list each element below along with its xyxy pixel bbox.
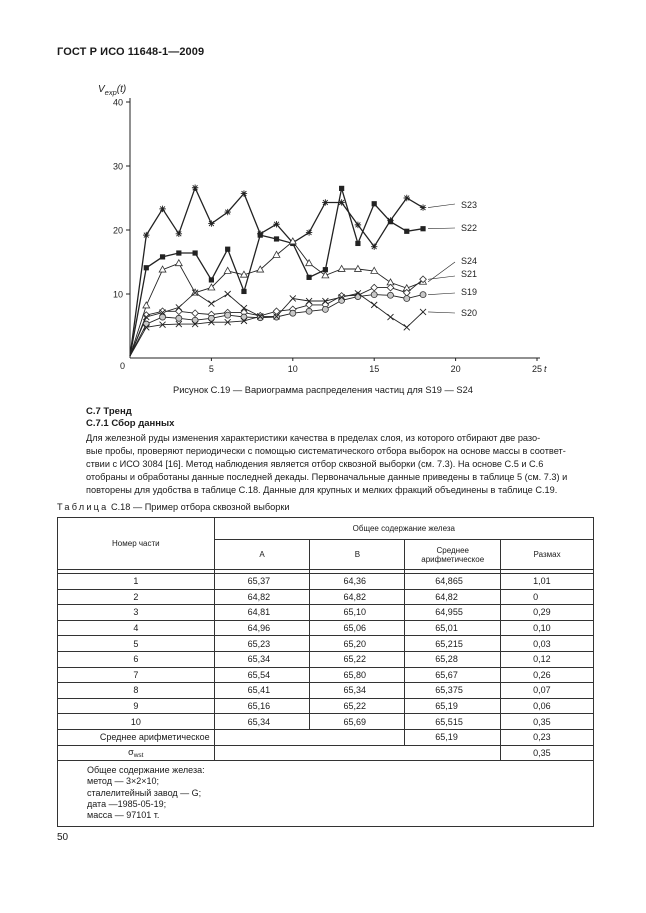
marker-circle: [371, 292, 377, 298]
x-tick-label: 25: [531, 364, 543, 374]
paragraph-line: вые пробы, проверяют периодически с помощью систематического отбора выборок на основе массы в соответ-: [86, 446, 566, 456]
legend-label-s23: S23: [461, 200, 478, 210]
mean-avg-value: 65,19: [405, 729, 501, 745]
marker-circle: [355, 294, 361, 300]
note-line: дата —1985-05-19;: [87, 799, 167, 810]
marker-asterisk: [224, 209, 230, 215]
cell-a: 65,34: [214, 714, 310, 730]
marker-filled-square: [420, 226, 425, 231]
marker-asterisk: [371, 243, 377, 249]
legend-label-s24: S24: [461, 256, 478, 266]
table-title-text: С.18 — Пример отбора сквозной выборки: [108, 502, 290, 512]
header-a: А: [214, 540, 310, 570]
y-tick-label: 20: [112, 225, 123, 236]
table-row: [58, 683, 594, 699]
x-tick-label: 20: [450, 364, 461, 374]
sigma-label: [58, 745, 215, 761]
header-mean: [405, 540, 501, 570]
marker-filled-square: [339, 186, 344, 191]
paragraph-line: Для железной руды изменения характеристики качества в пределах слоя, из которого отбирают две разо-: [86, 433, 541, 443]
legend-label-s19: S19: [461, 287, 478, 297]
cell-range: 0,35: [501, 714, 594, 730]
document-header: ГОСТ Р ИСО 11648-1—2009: [57, 46, 205, 58]
marker-cross: [387, 314, 393, 320]
table-title-word: Таблица: [57, 502, 109, 512]
marker-filled-square: [355, 241, 360, 246]
cell-a: 65,16: [214, 698, 310, 714]
marker-asterisk: [404, 195, 410, 201]
note-line: Общее содержание железа:: [87, 765, 205, 776]
x-tick-label: 10: [287, 364, 298, 374]
y-tick-label: 40: [112, 97, 123, 108]
cell-b: 65,10: [310, 605, 405, 621]
header-mean-line2: арифметическое: [421, 554, 485, 564]
cell-mean: 65,215: [405, 636, 501, 652]
cell-a: 65,54: [214, 667, 310, 683]
marker-triangle: [143, 302, 150, 308]
cell-mean: 64,865: [405, 574, 501, 590]
marker-asterisk: [273, 221, 279, 227]
legend-leader-line: [428, 276, 455, 279]
marker-filled-square: [225, 247, 230, 252]
table-row: [58, 605, 594, 621]
legend-label-s22: S22: [461, 223, 478, 233]
marker-filled-square: [258, 233, 263, 238]
cell-b: 65,69: [310, 714, 405, 730]
origin-label: 0: [119, 361, 125, 371]
marker-circle: [339, 297, 345, 303]
marker-asterisk: [208, 220, 214, 226]
cell-b: 65,34: [310, 683, 405, 699]
legend-leader-line: [428, 312, 455, 313]
legend-label-s20: S20: [461, 308, 478, 318]
cell-mean: 65,375: [405, 683, 501, 699]
cell-a: 64,81: [214, 605, 310, 621]
cell-mean: 65,67: [405, 667, 501, 683]
cell-part: 10: [58, 714, 215, 730]
note-line: масса — 97101 т.: [87, 810, 160, 821]
marker-asterisk: [241, 190, 247, 196]
marker-cross: [371, 302, 377, 308]
mean-label: Среднее арифметическое: [58, 729, 215, 745]
chart-markers: [143, 185, 427, 331]
marker-asterisk: [159, 206, 165, 212]
marker-cross: [208, 301, 214, 307]
mean-range-value: 0,23: [501, 729, 594, 745]
series-line-s22: [130, 188, 423, 356]
marker-triangle: [273, 251, 280, 257]
x-tick-label: 15: [369, 364, 380, 374]
chart-ticks: [113, 98, 547, 375]
marker-filled-square: [176, 250, 181, 255]
cell-range: 0,06: [501, 698, 594, 714]
marker-circle: [257, 315, 263, 321]
marker-triangle: [355, 265, 362, 271]
table-row: [58, 698, 594, 714]
cell-mean: 65,01: [405, 620, 501, 636]
series-line-s19: [130, 295, 423, 357]
page-number: 50: [57, 832, 69, 843]
cell-a: 65,34: [214, 651, 310, 667]
cell-part: 8: [58, 683, 215, 699]
marker-asterisk: [192, 185, 198, 191]
cell-range: 0,26: [501, 667, 594, 683]
table-row: [58, 636, 594, 652]
table-row: [58, 574, 594, 590]
cell-part: 7: [58, 667, 215, 683]
marker-asterisk: [306, 229, 312, 235]
x-tick-label: 5: [208, 364, 214, 374]
y-axis-label: $V_{exp}(t)$: [98, 84, 127, 97]
marker-filled-square: [209, 277, 214, 282]
cell-b: 65,06: [310, 620, 405, 636]
marker-filled-square: [274, 236, 279, 241]
marker-diamond: [371, 284, 378, 291]
mean-empty: [214, 729, 405, 745]
chart-series: [130, 188, 423, 356]
marker-cross: [225, 291, 231, 297]
section-heading-data-collection: С.7.1 Сбор данных: [86, 418, 175, 429]
marker-diamond: [387, 284, 394, 291]
marker-circle: [322, 306, 328, 312]
marker-cross: [404, 324, 410, 330]
marker-filled-square: [144, 265, 149, 270]
legend-leader-line: [428, 293, 455, 295]
cell-b: 65,22: [310, 651, 405, 667]
cell-range: 0,07: [501, 683, 594, 699]
cell-a: 65,37: [214, 574, 310, 590]
chart-legend: [428, 200, 477, 318]
y-tick-label: 10: [112, 289, 123, 300]
table-body: [58, 570, 594, 730]
marker-circle: [387, 292, 393, 298]
sigma-subscript: wst: [133, 751, 144, 759]
table-row-mean: [58, 729, 594, 745]
marker-circle: [274, 314, 280, 320]
table-row: [58, 589, 594, 605]
marker-triangle: [338, 265, 345, 271]
marker-circle: [306, 308, 312, 314]
marker-circle: [420, 292, 426, 298]
cell-range: 0,03: [501, 636, 594, 652]
marker-circle: [290, 310, 296, 316]
table-row: [58, 620, 594, 636]
cell-part: 3: [58, 605, 215, 621]
cell-a: 64,82: [214, 589, 310, 605]
marker-filled-square: [193, 250, 198, 255]
marker-filled-square: [306, 275, 311, 280]
legend-leader-line: [428, 204, 455, 208]
series-line-s23: [130, 188, 423, 356]
marker-triangle: [224, 267, 231, 273]
marker-asterisk: [338, 199, 344, 205]
note-line: сталелитейный завод — G;: [87, 787, 202, 798]
series-line-s24: [130, 242, 423, 357]
table-notes-row: [58, 761, 594, 826]
marker-asterisk: [355, 222, 361, 228]
data-table: [57, 517, 594, 827]
marker-filled-square: [404, 229, 409, 234]
header-b: В: [310, 540, 405, 570]
table-row: [58, 651, 594, 667]
header-part-number: Номер части: [58, 518, 215, 570]
legend-leader-line: [428, 228, 455, 229]
marker-filled-square: [160, 254, 165, 259]
cell-mean: 65,28: [405, 651, 501, 667]
paragraph-line: повторены для удобства в таблице С.18. Данные для крупных и мелких фракций объединены в таблице С.19.: [86, 485, 558, 495]
cell-mean: 65,19: [405, 698, 501, 714]
cell-a: 65,41: [214, 683, 310, 699]
cell-part: 6: [58, 651, 215, 667]
marker-asterisk: [420, 204, 426, 210]
header-mean-line1: Среднее: [436, 545, 469, 555]
cell-b: 64,82: [310, 589, 405, 605]
variogram-chart: [0, 0, 646, 380]
note-line: метод — 3×2×10;: [87, 776, 160, 787]
legend-label-s21: S21: [461, 269, 478, 279]
cell-range: 0,10: [501, 620, 594, 636]
y-tick-label: 30: [112, 161, 123, 172]
cell-b: 65,80: [310, 667, 405, 683]
marker-filled-square: [241, 289, 246, 294]
header-total-iron: Общее содержание железа: [214, 518, 593, 540]
marker-asterisk: [322, 199, 328, 205]
cell-part: 9: [58, 698, 215, 714]
marker-circle: [143, 321, 149, 327]
marker-circle: [225, 312, 231, 318]
cell-part: 1: [58, 574, 215, 590]
cell-part: 5: [58, 636, 215, 652]
cell-mean: 65,515: [405, 714, 501, 730]
x-axis-label: t: [544, 364, 547, 374]
cell-a: 64,96: [214, 620, 310, 636]
cell-b: 64,36: [310, 574, 405, 590]
series-line-s20: [130, 293, 423, 356]
marker-asterisk: [176, 231, 182, 237]
marker-circle: [176, 315, 182, 321]
cell-mean: 64,82: [405, 589, 501, 605]
marker-diamond: [306, 302, 313, 309]
table-title: [57, 502, 289, 512]
cell-a: 65,23: [214, 636, 310, 652]
marker-triangle: [175, 260, 182, 266]
cell-range: 0,12: [501, 651, 594, 667]
table-row-sigma: [58, 745, 594, 761]
sigma-empty: [214, 745, 501, 761]
marker-filled-square: [388, 219, 393, 224]
table-row: [58, 667, 594, 683]
body-paragraph: [86, 432, 592, 497]
sigma-value: 0,35: [501, 745, 594, 761]
paragraph-line: ствии с ИСО 3084 [16]. Метод наблюдения является отбор сквозной выборки (см. 7.3). На основе С.5 и С.6: [86, 459, 544, 469]
table-row: [58, 714, 594, 730]
table-notes: [58, 761, 594, 826]
marker-asterisk: [143, 232, 149, 238]
marker-filled-square: [372, 201, 377, 206]
sigma-symbol: σ: [128, 746, 134, 757]
cell-b: 65,22: [310, 698, 405, 714]
cell-range: 0: [501, 589, 594, 605]
cell-b: 65,20: [310, 636, 405, 652]
paragraph-line: отобраны и обработаны данные последней декады. Первоначальные данные приведены в таблице 5 (см. 7.3) и: [86, 472, 568, 482]
section-heading-trend: С.7 Тренд: [86, 406, 132, 417]
marker-diamond: [176, 308, 183, 315]
cell-part: 2: [58, 589, 215, 605]
cell-part: 4: [58, 620, 215, 636]
header-range: Размах: [501, 540, 594, 570]
marker-circle: [404, 295, 410, 301]
figure-caption: Рисунок С.19 — Вариограмма распределения частиц для S19 — S24: [173, 385, 473, 395]
cell-mean: 64,955: [405, 605, 501, 621]
cell-range: 1,01: [501, 574, 594, 590]
marker-diamond: [192, 310, 199, 317]
cell-range: 0,29: [501, 605, 594, 621]
marker-cross: [420, 309, 426, 315]
